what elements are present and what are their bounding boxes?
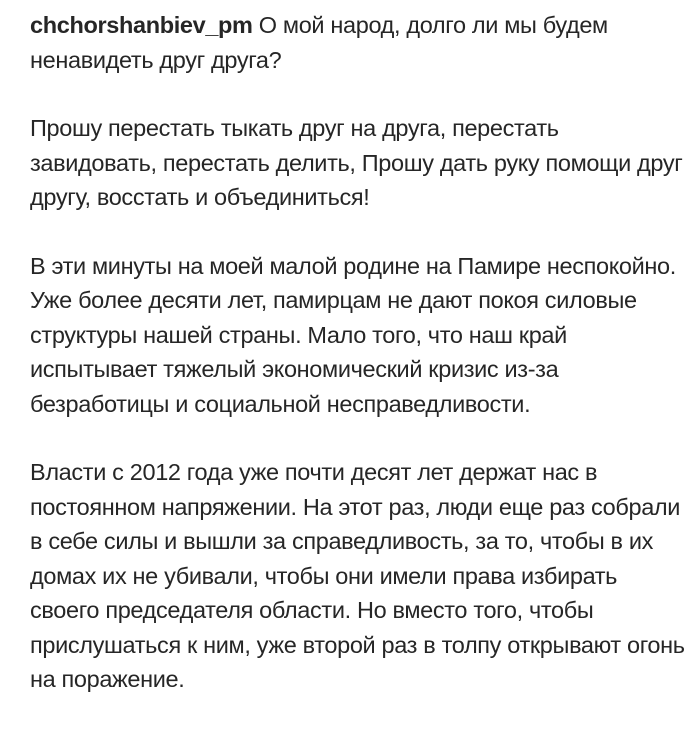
caption-paragraph: Прошу перестать тыкать друг на друга, перестать завидовать, перестать делить, Прошу дать руку помощи друг другу, восстать и объединиться! bbox=[30, 115, 683, 210]
caption-paragraph: Власти с 2012 года уже почти десят лет держат нас в постоянном напряжении. На этот раз, люди еще раз собрали в себе силы и вышли за справедливость, за то, чтобы в их домах их не убивали, чтобы они имели права избирать своего председателя области. Но вместо того, чтобы прислушаться к ним, уже второй раз в толпу открывают огонь на поражение. bbox=[30, 459, 685, 692]
caption-first-paragraph bbox=[30, 8, 690, 77]
post-caption bbox=[30, 8, 690, 731]
caption-paragraph: В эти минуты на моей малой родине на Памире неспокойно. Уже более десяти лет, памирцам не дают покоя силовые структуры нашей страны. Мало того, что наш край испытывает тяжелый экономический кризис из-за безработицы и социальной несправедливости. bbox=[30, 252, 676, 417]
username-link[interactable]: chchorshanbiev_pm bbox=[30, 12, 253, 38]
caption-text: О мой народ, долго ли мы будем ненавидеть друг друга? bbox=[30, 12, 608, 73]
